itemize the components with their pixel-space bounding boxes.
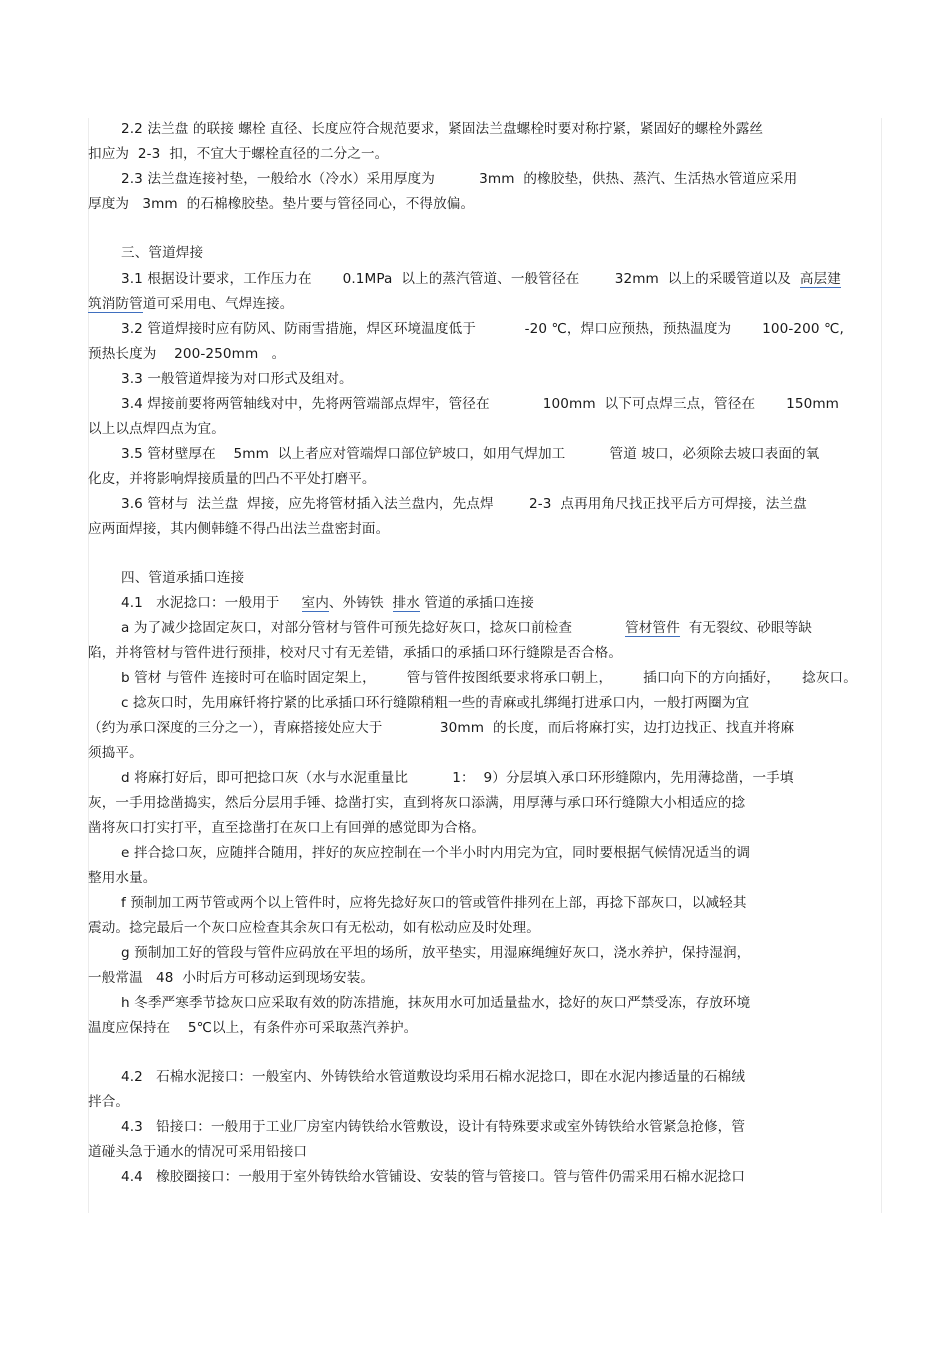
para-3-6-line-2: 应两面焊接，其内侧韩缝不得凸出法兰盘密封面。: [88, 521, 390, 537]
link-high-rise-fire-pipe-a[interactable]: 高层建: [799, 271, 841, 287]
para-3-4-line-1: 3.4 焊接前要将两管轴线对中，先将两管端部点焊牢，管径在 100mm 以下可点焊三点，管径在 150mm: [121, 396, 840, 412]
para-d-line-2: 灰，一手用捻凿捣实，然后分层用手锤、捻凿打实，直到将灰口添满，用厚薄与承口环行缝隙大小相适应的捻: [88, 795, 746, 811]
section-heading-3: 三、管道焊接: [121, 245, 204, 261]
para-c-line-3: 须捣平。: [88, 745, 143, 761]
para-a-line-2: 陷，并将管材与管件进行预排，校对尺寸有无差错，承插口的承插口环行缝隙是否合格。: [88, 645, 623, 661]
section-heading-4: 四、管道承插口连接: [121, 570, 245, 586]
para-4-3-line-2: 道碰头急于通水的情况可采用铅接口: [88, 1144, 308, 1160]
para-c-line-1: c 捻灰口时，先用麻钎将拧紧的比承插口环行缝隙稍粗一些的青麻或扎绑绳打进承口内，一般打两圈为宜: [121, 695, 750, 711]
para-4-1-text-c: 管道的承插口连接: [419, 595, 534, 611]
para-3-1-line-1: [121, 268, 888, 290]
para-3-6-line-1: 3.6 管材与 法兰盘 焊接，应先将管材插入法兰盘内，先点焊 2-3 点再用角尺找正找平后方可焊接，法兰盘: [121, 496, 807, 512]
para-g-line-1: g 预制加工好的管段与管件应码放在平坦的场所，放平垫实，用湿麻绳缠好灰口，浇水养护，保持湿润，: [121, 945, 751, 961]
para-3-1-line-2: [88, 293, 888, 315]
link-drainage[interactable]: 排水: [392, 595, 420, 611]
para-a-text-b: 有无裂纹、砂眼等缺: [679, 620, 812, 636]
para-4-2-line-1: 4.2 石棉水泥接口：一般室内、外铸铁给水管道敷设均采用石棉水泥捻口，即在水泥内掺适量的石棉绒: [121, 1069, 746, 1085]
para-f-line-2: 震动。捻完最后一个灰口应检查其余灰口有无松动，如有松动应及时处理。: [88, 920, 540, 936]
link-high-rise-fire-pipe-b[interactable]: 筑消防管: [88, 296, 143, 312]
para-3-5-line-2: 化皮，并将影响焊接质量的凹凸不平处打磨平。: [88, 471, 376, 487]
para-e-line-2: 整用水量。: [88, 870, 157, 886]
para-2-3-line-1: 2.3 法兰盘连接衬垫，一般给水（冷水）采用厚度为 3mm 的橡胶垫，供热、蒸汽、生活热水管道应采用: [121, 171, 798, 187]
para-3-2-line-2: 预热长度为 200-250mm 。: [88, 346, 286, 362]
para-h-line-2: 温度应保持在 5℃以上，有条件亦可采取蒸汽养护。: [88, 1020, 418, 1036]
para-d-line-1: d 将麻打好后，即可把捻口灰（水与水泥重量比 1： 9）分层填入承口环形缝隙内，先用薄捻凿，一手填: [121, 770, 794, 786]
para-3-3: 3.3 一般管道焊接为对口形式及组对。: [121, 371, 353, 387]
para-c-line-2: （约为承口深度的三分之一），青麻搭接处应大于 30mm 的长度，而后将麻打实，边打边找正、找直并将麻: [88, 720, 795, 736]
para-4-1-text-a: 4.1 水泥捻口：一般用于: [121, 595, 302, 611]
para-e-line-1: e 拌合捻口灰，应随拌合随用，拌好的灰应控制在一个半小时内用完为宜，同时要根据气候情况适当的调: [121, 845, 751, 861]
para-f-line-1: f 预制加工两节管或两个以上管件时，应将先捻好灰口的管或管件排列在上部，再捻下部灰口，以减轻其: [121, 895, 747, 911]
para-3-4-line-2: 以上以点焊四点为宜。: [88, 421, 225, 437]
para-3-5-line-1: 3.5 管材壁厚在 5mm 以上者应对管端焊口部位铲坡口，如用气焊加工 管道 坡口，必须除去坡口表面的氧: [121, 446, 820, 462]
para-2-2-line-1: 2.2 法兰盘 的联接 螺栓 直径、长度应符合规范要求，紧固法兰盘螺栓时要对称拧紧，紧固好的螺栓外露丝: [121, 121, 764, 137]
page-border-left: [88, 118, 89, 1213]
para-3-1-text-end: 道可采用电、气焊连接。: [142, 296, 294, 312]
para-4-2-line-2: 拌合。: [88, 1094, 130, 1110]
para-4-1-text-b: 、外铸铁: [328, 595, 393, 611]
para-g-line-2: 一般常温 48 小时后方可移动运到现场安装。: [88, 970, 375, 986]
para-a-text-a: a 为了减少捻固定灰口，对部分管材与管件可预先捻好灰口，捻灰口前检查: [121, 620, 626, 636]
para-d-line-3: 凿将灰口打实打平，直至捻凿打在灰口上有回弹的感觉即为合格。: [88, 820, 486, 836]
para-4-1: [121, 592, 888, 614]
link-pipe-fittings[interactable]: 管材管件: [625, 620, 680, 636]
para-2-3-line-2: 厚度为 3mm 的石棉橡胶垫。垫片要与管径同心，不得放偏。: [88, 196, 475, 212]
para-3-1-text: 3.1 根据设计要求，工作压力在 0.1MPa 以上的蒸汽管道、一般管径在 32mm 以上的采暖管道以及: [121, 271, 800, 287]
para-a-line-1: [121, 617, 888, 639]
link-indoor[interactable]: 室内: [301, 595, 329, 611]
para-2-2-line-2: 扣应为 2-3 扣，不宜大于螺栓直径的二分之一。: [88, 146, 389, 162]
para-4-3-line-1: 4.3 铅接口：一般用于工业厂房室内铸铁给水管敷设，设计有特殊要求或室外铸铁给水管紧急抢修，管: [121, 1119, 746, 1135]
para-3-2-line-1: 3.2 管道焊接时应有防风、防雨雪措施，焊区环境温度低于 -20 ℃，焊口应预热，预热温度为 100-200 ℃,: [121, 321, 844, 337]
para-b: b 管材 与管件 连接时可在临时固定架上， 管与管件按图纸要求将承口朝上， 插口向下的方向插好， 捻灰口。: [121, 670, 857, 686]
para-4-4-line-1: 4.4 橡胶圈接口：一般用于室外铸铁给水管铺设、安装的管与管接口。管与管件仍需采用石棉水泥捻口: [121, 1169, 746, 1185]
para-h-line-1: h 冬季严寒季节捻灰口应采取有效的防冻措施，抹灰用水可加适量盐水，捻好的灰口严禁受冻，存放环境: [121, 995, 751, 1011]
